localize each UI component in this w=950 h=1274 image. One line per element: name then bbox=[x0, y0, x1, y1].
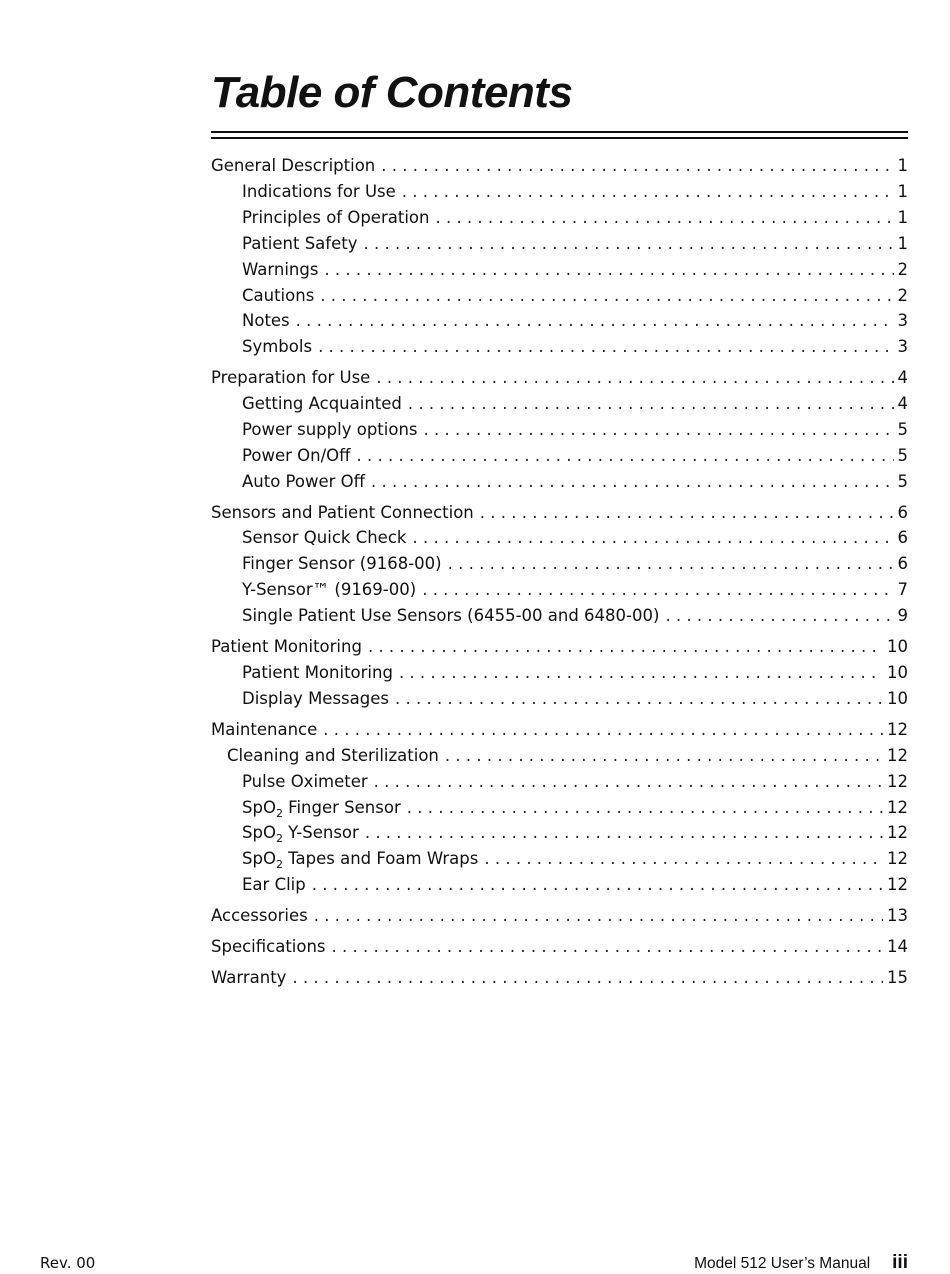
toc-entry-label: Cautions bbox=[242, 286, 315, 305]
toc-subsection bbox=[211, 284, 908, 308]
toc-dot-leader bbox=[422, 578, 893, 602]
toc-section bbox=[211, 635, 908, 659]
toc-entry-label: Cleaning and Sterilization bbox=[227, 746, 439, 765]
toc-page-number: 2 bbox=[897, 260, 908, 279]
toc-subsection bbox=[211, 687, 908, 711]
toc-entry-label: Sensors and Patient Connection bbox=[211, 503, 474, 522]
toc-subsection bbox=[211, 796, 908, 820]
toc-section bbox=[211, 154, 908, 178]
toc-entry-label: Principles of Operation bbox=[242, 208, 430, 227]
title-rule-bottom bbox=[211, 137, 908, 139]
toc-section bbox=[211, 935, 908, 959]
toc-subsection bbox=[211, 744, 908, 768]
toc-entry-label bbox=[242, 847, 478, 873]
toc-page-number: 1 bbox=[897, 182, 908, 201]
toc-entry-label-rest: Y-Sensor bbox=[282, 823, 359, 842]
toc-entry-label: Patient Monitoring bbox=[242, 663, 393, 682]
toc-page-number: 6 bbox=[897, 528, 908, 547]
toc-entry-label: Preparation for Use bbox=[211, 368, 371, 387]
toc-page-number: 14 bbox=[887, 937, 908, 956]
toc-dot-leader bbox=[448, 552, 894, 576]
toc-page-number: 12 bbox=[887, 849, 908, 868]
toc-section bbox=[211, 501, 908, 525]
toc-entry-label-prefix: SpO bbox=[242, 798, 276, 817]
toc-entry-label: General Description bbox=[211, 156, 376, 175]
toc-subsection bbox=[211, 873, 908, 897]
toc-page-number: 1 bbox=[897, 208, 908, 227]
toc-subsection bbox=[211, 335, 908, 359]
toc-page-number: 3 bbox=[897, 337, 908, 356]
toc-page-number: 12 bbox=[887, 875, 908, 894]
toc-dot-leader bbox=[365, 821, 883, 845]
toc-subsection bbox=[211, 578, 908, 602]
toc-entry-label-rest: Finger Sensor bbox=[282, 798, 401, 817]
toc-entry-label bbox=[242, 796, 401, 822]
toc-page-number: 12 bbox=[887, 720, 908, 739]
toc-entry-label-prefix: SpO bbox=[242, 849, 276, 868]
toc-dot-leader bbox=[371, 470, 893, 494]
toc-subsection bbox=[211, 180, 908, 204]
toc-subsection bbox=[211, 661, 908, 685]
toc-dot-leader bbox=[424, 418, 894, 442]
toc-page-number: 6 bbox=[897, 503, 908, 522]
toc-page-number: 4 bbox=[897, 394, 908, 413]
toc-page-number: 4 bbox=[897, 368, 908, 387]
toc-dot-leader bbox=[332, 935, 883, 959]
toc-entry-label: Pulse Oximeter bbox=[242, 772, 368, 791]
toc-entry-label bbox=[242, 821, 359, 847]
toc-entry-label: Warnings bbox=[242, 260, 319, 279]
toc-page-number: 2 bbox=[897, 286, 908, 305]
toc-page-number: 1 bbox=[897, 156, 908, 175]
toc-section bbox=[211, 904, 908, 928]
toc-page-number: 12 bbox=[887, 746, 908, 765]
toc-dot-leader bbox=[665, 604, 893, 628]
toc-page-number: 10 bbox=[887, 663, 908, 682]
toc-subsection bbox=[211, 258, 908, 282]
toc-page-number: 7 bbox=[897, 580, 908, 599]
toc-subsection bbox=[211, 232, 908, 256]
footer-page-number: iii bbox=[892, 1252, 908, 1273]
toc-dot-leader bbox=[395, 687, 883, 711]
toc-subsection bbox=[211, 392, 908, 416]
toc-dot-leader bbox=[292, 966, 883, 990]
toc-page-number: 5 bbox=[897, 446, 908, 465]
toc-subsection bbox=[211, 821, 908, 845]
toc-subsection bbox=[211, 847, 908, 871]
toc-entry-label: Patient Monitoring bbox=[211, 637, 362, 656]
toc-dot-leader bbox=[312, 873, 883, 897]
toc-entry-label: Single Patient Use Sensors (6455-00 and 6480-00) bbox=[242, 606, 660, 625]
toc-entry-label: Sensor Quick Check bbox=[242, 528, 407, 547]
toc-dot-leader bbox=[381, 154, 893, 178]
toc-dot-leader bbox=[318, 335, 893, 359]
toc-dot-leader bbox=[407, 796, 883, 820]
toc-dot-leader bbox=[320, 284, 893, 308]
toc-page-number: 12 bbox=[887, 798, 908, 817]
toc-subsection bbox=[211, 770, 908, 794]
toc-page-number: 12 bbox=[887, 772, 908, 791]
toc-page-number: 1 bbox=[897, 234, 908, 253]
toc-subsection bbox=[211, 418, 908, 442]
toc-dot-leader bbox=[296, 309, 894, 333]
toc-dot-leader bbox=[314, 904, 883, 928]
toc-entry-label: Display Messages bbox=[242, 689, 389, 708]
toc-entry-label: Maintenance bbox=[211, 720, 318, 739]
toc-subsection bbox=[211, 206, 908, 230]
toc-dot-leader bbox=[484, 847, 883, 871]
toc-dot-leader bbox=[324, 258, 893, 282]
footer-revision: Rev. 00 bbox=[40, 1254, 96, 1272]
toc-section bbox=[211, 366, 908, 390]
toc-entry-label: Getting Acquainted bbox=[242, 394, 402, 413]
toc-entry-label: Finger Sensor (9168-00) bbox=[242, 554, 442, 573]
toc-dot-leader bbox=[363, 232, 893, 256]
page-title: Table of Contents bbox=[211, 68, 573, 117]
title-rule-top bbox=[211, 131, 908, 133]
toc-page-number: 5 bbox=[897, 420, 908, 439]
toc-entry-label-subscript: 2 bbox=[275, 858, 283, 871]
toc-page-number: 10 bbox=[887, 637, 908, 656]
toc-subsection bbox=[211, 526, 908, 550]
toc-entry-label-rest: Tapes and Foam Wraps bbox=[282, 849, 479, 868]
toc-subsection bbox=[211, 604, 908, 628]
toc-dot-leader bbox=[402, 180, 894, 204]
toc-dot-leader bbox=[374, 770, 883, 794]
toc-page-number: 13 bbox=[887, 906, 908, 925]
toc-subsection bbox=[211, 444, 908, 468]
toc-page-number: 6 bbox=[897, 554, 908, 573]
toc-entry-label: Ear Clip bbox=[242, 875, 306, 894]
toc-dot-leader bbox=[368, 635, 883, 659]
toc-page-number: 5 bbox=[897, 472, 908, 491]
toc-dot-leader bbox=[445, 744, 883, 768]
toc-entry-label: Patient Safety bbox=[242, 234, 358, 253]
toc-entry-label: Indications for Use bbox=[242, 182, 396, 201]
toc-page-number: 12 bbox=[887, 823, 908, 842]
toc-dot-leader bbox=[412, 526, 893, 550]
toc-dot-leader bbox=[399, 661, 883, 685]
toc-dot-leader bbox=[357, 444, 894, 468]
toc-section bbox=[211, 718, 908, 742]
toc-entry-label: Warranty bbox=[211, 968, 287, 987]
toc-entry-label: Y-Sensor™ (9169-00) bbox=[242, 580, 417, 599]
toc-entry-label: Power On/Off bbox=[242, 446, 351, 465]
toc-entry-label-prefix: SpO bbox=[242, 823, 276, 842]
toc-entry-label: Power supply options bbox=[242, 420, 418, 439]
toc-entry-label: Accessories bbox=[211, 906, 308, 925]
toc-subsection bbox=[211, 470, 908, 494]
toc-entry-label: Specifications bbox=[211, 937, 326, 956]
footer-manual-title: Model 512 User’s Manual bbox=[694, 1255, 871, 1272]
toc-subsection bbox=[211, 552, 908, 576]
toc-subsection bbox=[211, 309, 908, 333]
toc-entry-label: Auto Power Off bbox=[242, 472, 366, 491]
toc-dot-leader bbox=[323, 718, 883, 742]
toc-dot-leader bbox=[376, 366, 893, 390]
toc-dot-leader bbox=[480, 501, 894, 525]
toc-page-number: 10 bbox=[887, 689, 908, 708]
toc-page-number: 3 bbox=[897, 311, 908, 330]
toc-page-number: 15 bbox=[887, 968, 908, 987]
toc-entry-label: Symbols bbox=[242, 337, 313, 356]
toc-entry-label-subscript: 2 bbox=[275, 807, 283, 820]
toc-dot-leader bbox=[408, 392, 894, 416]
toc-page-number: 9 bbox=[897, 606, 908, 625]
toc-entry-label-subscript: 2 bbox=[275, 832, 283, 845]
toc-entry-label: Notes bbox=[242, 311, 290, 330]
toc-section bbox=[211, 966, 908, 990]
toc-dot-leader bbox=[435, 206, 893, 230]
